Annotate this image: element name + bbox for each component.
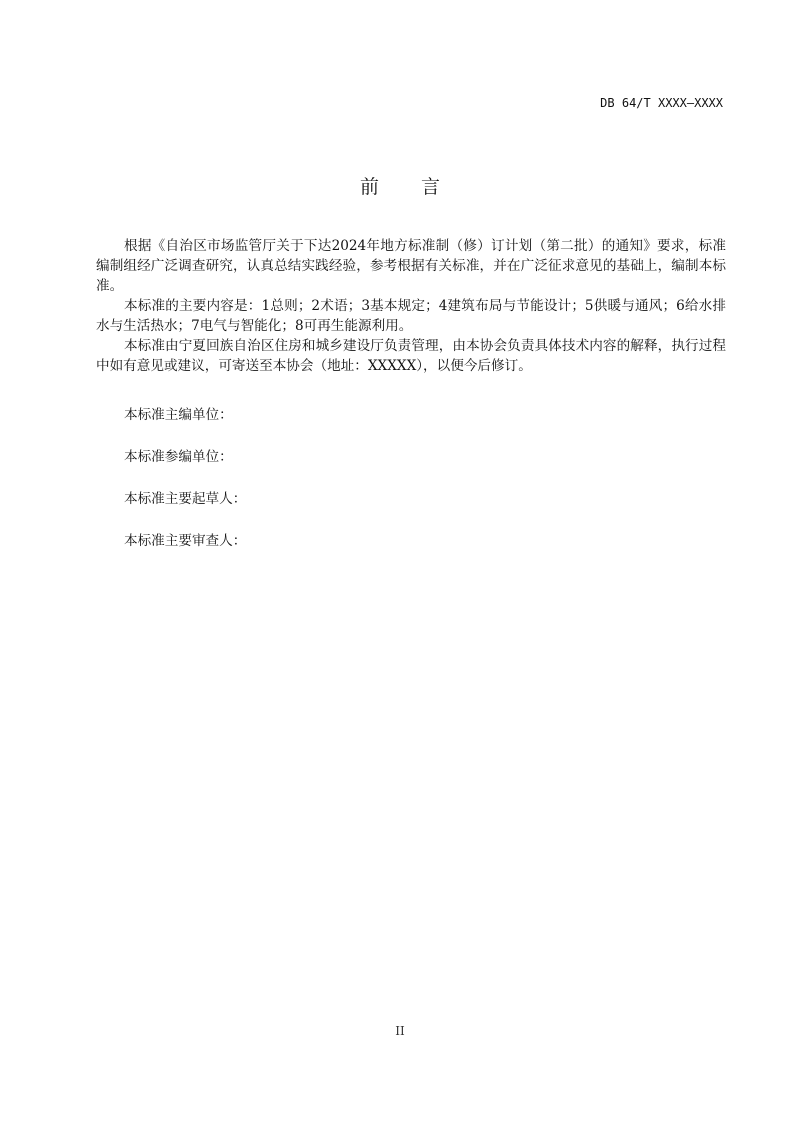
chief-editor-unit: 本标准主编单位：: [124, 407, 233, 423]
preface-body: [96, 236, 726, 376]
title-char-2: 言: [421, 176, 441, 198]
page-title: [0, 172, 800, 199]
page-number: II: [395, 1024, 405, 1038]
main-drafters: 本标准主要起草人：: [124, 491, 247, 507]
standard-code: DB 64/T XXXX—XXXX: [600, 96, 723, 110]
participating-unit: 本标准参编单位：: [124, 449, 233, 465]
paragraph-basis: 根据《自治区市场监管厅关于下达2024年地方标准制（修）订计划（第二批）的通知》要求，标准编制组经广泛调查研究，认真总结实践经验，参考根据有关标准，并在广泛征求意见的基础上，编制本标准。: [96, 238, 726, 294]
main-reviewers: 本标准主要审查人：: [124, 533, 247, 549]
contributors-list: [124, 405, 246, 573]
paragraph-contents: 本标准的主要内容是：1总则；2术语；3基本规定；4建筑布局与节能设计；5供暖与通风；6给水排水与生活热水；7电气与智能化；8可再生能源利用。: [96, 298, 726, 334]
title-char-1: 前: [359, 176, 379, 198]
paragraph-management: 本标准由宁夏回族自治区住房和城乡建设厅负责管理，由本协会负责具体技术内容的解释，执行过程中如有意见或建议，可寄送至本协会（地址：XXXXX），以便今后修订。: [96, 338, 726, 374]
